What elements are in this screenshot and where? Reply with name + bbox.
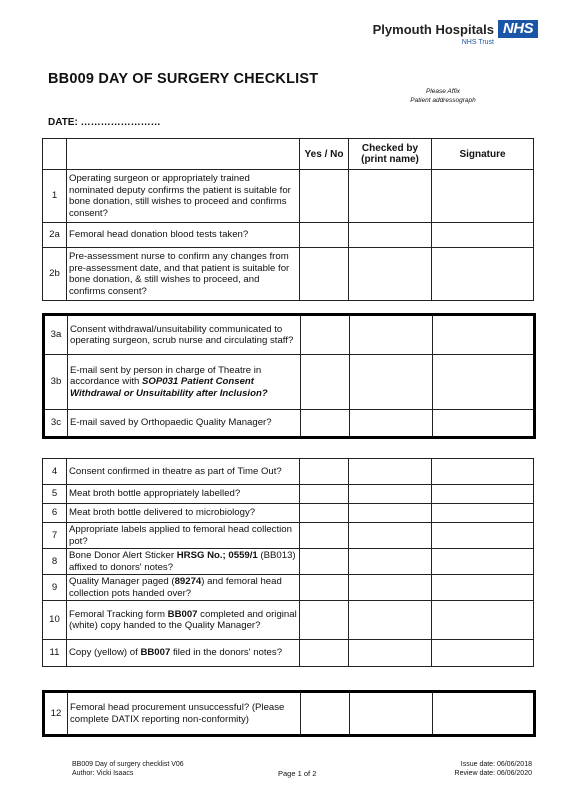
signature-cell[interactable] bbox=[432, 170, 534, 223]
row-text: Consent withdrawal/unsuitability communicated to operating surgeon, scrub nurse and circulating staff? bbox=[68, 315, 301, 355]
sop-reference: SOP031 Patient Consent Withdrawal or Unsuitability after Inclusion? bbox=[70, 376, 268, 399]
row-text: Appropriate labels applied to femoral head collection pot? bbox=[67, 523, 300, 549]
brand-name-block bbox=[373, 22, 494, 46]
row-text bbox=[67, 575, 300, 601]
form-reference: BB007 bbox=[140, 647, 171, 659]
row-text: Femoral head procurement unsuccessful? (Please complete DATIX reporting non-conformity) bbox=[68, 692, 301, 736]
checked-by-cell[interactable] bbox=[349, 223, 432, 248]
withdrawal-table bbox=[42, 313, 536, 439]
checked-by-cell[interactable] bbox=[349, 170, 432, 223]
yes-no-cell[interactable] bbox=[300, 523, 349, 549]
checked-by-cell[interactable] bbox=[349, 504, 432, 523]
yes-no-cell[interactable] bbox=[301, 692, 350, 736]
checklist-table-1 bbox=[42, 138, 534, 301]
row-text: Pre-assessment nurse to confirm any changes from pre-assessment date, and that patient is suitable for bone donation, & still wishes to proceed, and confirms consent? bbox=[67, 248, 300, 301]
signature-cell[interactable] bbox=[433, 355, 535, 410]
row-number: 9 bbox=[43, 575, 67, 601]
footer-dates bbox=[436, 760, 532, 778]
row-number: 3b bbox=[44, 355, 68, 410]
row-number: 1 bbox=[43, 170, 67, 223]
footer-issue-date: Issue date: 06/06/2018 bbox=[460, 761, 532, 768]
signature-cell[interactable] bbox=[433, 692, 535, 736]
signature-cell[interactable] bbox=[432, 640, 534, 667]
row-text: Meat broth bottle appropriately labelled? bbox=[67, 485, 300, 504]
row-number: 2a bbox=[43, 223, 67, 248]
yes-no-cell[interactable] bbox=[300, 601, 349, 640]
checked-by-cell[interactable] bbox=[350, 315, 433, 355]
row-text-plain: Quality Manager paged ( bbox=[69, 576, 175, 587]
procurement-table bbox=[42, 690, 536, 737]
checked-by-cell[interactable] bbox=[349, 459, 432, 485]
row-number: 3c bbox=[44, 410, 68, 438]
table-row bbox=[43, 504, 534, 523]
footer-page-number: Page 1 of 2 bbox=[278, 769, 317, 778]
table-header-row bbox=[43, 139, 534, 170]
hrsg-number: HRSG No.; 0559/1 bbox=[176, 550, 258, 561]
checked-by-cell[interactable] bbox=[349, 601, 432, 640]
signature-cell[interactable] bbox=[433, 410, 535, 438]
row-number: 8 bbox=[43, 549, 67, 575]
footer-document-info bbox=[72, 760, 184, 778]
checked-by-cell[interactable] bbox=[349, 248, 432, 301]
row-number: 4 bbox=[43, 459, 67, 485]
yes-no-cell[interactable] bbox=[300, 170, 349, 223]
row-text bbox=[68, 355, 301, 410]
table-row bbox=[43, 549, 534, 575]
row-text: Meat broth bottle delivered to microbiology? bbox=[67, 504, 300, 523]
yes-no-cell[interactable] bbox=[300, 223, 349, 248]
footer-author: Author: Vicki Isaacs bbox=[72, 770, 134, 777]
table-row bbox=[43, 170, 534, 223]
header-num bbox=[43, 139, 67, 170]
yes-no-cell[interactable] bbox=[300, 485, 349, 504]
yes-no-cell[interactable] bbox=[300, 575, 349, 601]
brand-name: Plymouth Hospitals bbox=[372, 22, 494, 37]
brand-trust: NHS Trust bbox=[461, 39, 494, 46]
form-reference: BB007 bbox=[167, 608, 198, 620]
table-row bbox=[43, 523, 534, 549]
table-row bbox=[44, 355, 535, 410]
table-row bbox=[43, 459, 534, 485]
signature-cell[interactable] bbox=[432, 523, 534, 549]
row-number: 11 bbox=[43, 640, 67, 667]
yes-no-cell[interactable] bbox=[300, 248, 349, 301]
row-text-plain: completed and original (white) copy handed to the Quality Manager? bbox=[69, 608, 297, 631]
yes-no-cell[interactable] bbox=[301, 355, 350, 410]
row-number: 10 bbox=[43, 601, 67, 640]
table-row bbox=[44, 410, 535, 438]
header-signature: Signature bbox=[432, 139, 534, 170]
table-row bbox=[43, 640, 534, 667]
checked-by-cell[interactable] bbox=[349, 485, 432, 504]
row-text bbox=[67, 640, 300, 667]
table-row bbox=[43, 575, 534, 601]
yes-no-cell[interactable] bbox=[300, 549, 349, 575]
signature-cell[interactable] bbox=[432, 504, 534, 523]
row-text: Operating surgeon or appropriately trained nominated deputy confirms the patient is suitable for bone donation, still wishes to proceed and confirms consent? bbox=[67, 170, 300, 223]
row-text bbox=[67, 601, 300, 640]
yes-no-cell[interactable] bbox=[300, 459, 349, 485]
page-title: BB009 DAY OF SURGERY CHECKLIST bbox=[48, 71, 319, 87]
table-row bbox=[44, 315, 535, 355]
row-text-plain: Copy (yellow) of bbox=[69, 647, 141, 659]
signature-cell[interactable] bbox=[432, 248, 534, 301]
row-text: E-mail saved by Orthopaedic Quality Manager? bbox=[68, 410, 301, 438]
signature-cell[interactable] bbox=[432, 549, 534, 575]
date-field[interactable]: DATE: …………………… bbox=[48, 117, 161, 128]
row-number: 6 bbox=[43, 504, 67, 523]
row-text-plain: (BB013) affixed to donors' notes? bbox=[69, 550, 296, 573]
footer-doc-name: BB009 Day of surgery checklist V06 bbox=[72, 761, 184, 768]
table-row bbox=[43, 601, 534, 640]
checked-by-cell[interactable] bbox=[349, 549, 432, 575]
row-text: Consent confirmed in theatre as part of Time Out? bbox=[67, 459, 300, 485]
checked-by-cell[interactable] bbox=[350, 410, 433, 438]
checked-by-cell[interactable] bbox=[350, 692, 433, 736]
footer-review-date: Review date: 06/06/2020 bbox=[454, 770, 532, 777]
pager-number: 89274 bbox=[174, 576, 202, 587]
checklist-table-2 bbox=[42, 458, 534, 667]
signature-cell[interactable] bbox=[432, 223, 534, 248]
checked-by-cell[interactable] bbox=[350, 355, 433, 410]
table-row bbox=[43, 248, 534, 301]
row-text: Femoral head donation blood tests taken? bbox=[67, 223, 300, 248]
row-text-plain: ) and femoral head collection pots handed over? bbox=[69, 576, 282, 599]
row-text-plain: Femoral Tracking form bbox=[69, 608, 168, 620]
row-number: 3a bbox=[44, 315, 68, 355]
signature-cell[interactable] bbox=[432, 459, 534, 485]
row-text-plain: E-mail sent by person in charge of Theatre in accordance with bbox=[70, 364, 262, 388]
yes-no-cell[interactable] bbox=[301, 410, 350, 438]
row-text bbox=[67, 549, 300, 575]
signature-cell[interactable] bbox=[432, 485, 534, 504]
checked-by-cell[interactable] bbox=[349, 523, 432, 549]
signature-cell[interactable] bbox=[432, 575, 534, 601]
header-checked-by: Checked by (print name) bbox=[349, 139, 432, 170]
yes-no-cell[interactable] bbox=[300, 504, 349, 523]
signature-cell[interactable] bbox=[432, 601, 534, 640]
row-number: 7 bbox=[43, 523, 67, 549]
table-row bbox=[43, 223, 534, 248]
yes-no-cell[interactable] bbox=[301, 315, 350, 355]
header-yes-no: Yes / No bbox=[300, 139, 349, 170]
row-number: 2b bbox=[43, 248, 67, 301]
addressograph-note bbox=[398, 87, 488, 105]
table-row bbox=[43, 485, 534, 504]
checked-by-cell[interactable] bbox=[349, 640, 432, 667]
affix-line-1: Please Affix bbox=[425, 88, 461, 95]
row-number: 5 bbox=[43, 485, 67, 504]
checked-by-cell[interactable] bbox=[349, 575, 432, 601]
row-number: 12 bbox=[44, 692, 68, 736]
signature-cell[interactable] bbox=[433, 315, 535, 355]
row-text-plain: Bone Donor Alert Sticker bbox=[69, 550, 177, 561]
table-row bbox=[44, 692, 535, 736]
header-item bbox=[67, 139, 300, 170]
row-text-plain: filed in the donors' notes? bbox=[170, 647, 283, 659]
nhs-logo: NHS bbox=[498, 20, 538, 38]
yes-no-cell[interactable] bbox=[300, 640, 349, 667]
affix-line-2: Patient addressograph bbox=[410, 97, 476, 104]
